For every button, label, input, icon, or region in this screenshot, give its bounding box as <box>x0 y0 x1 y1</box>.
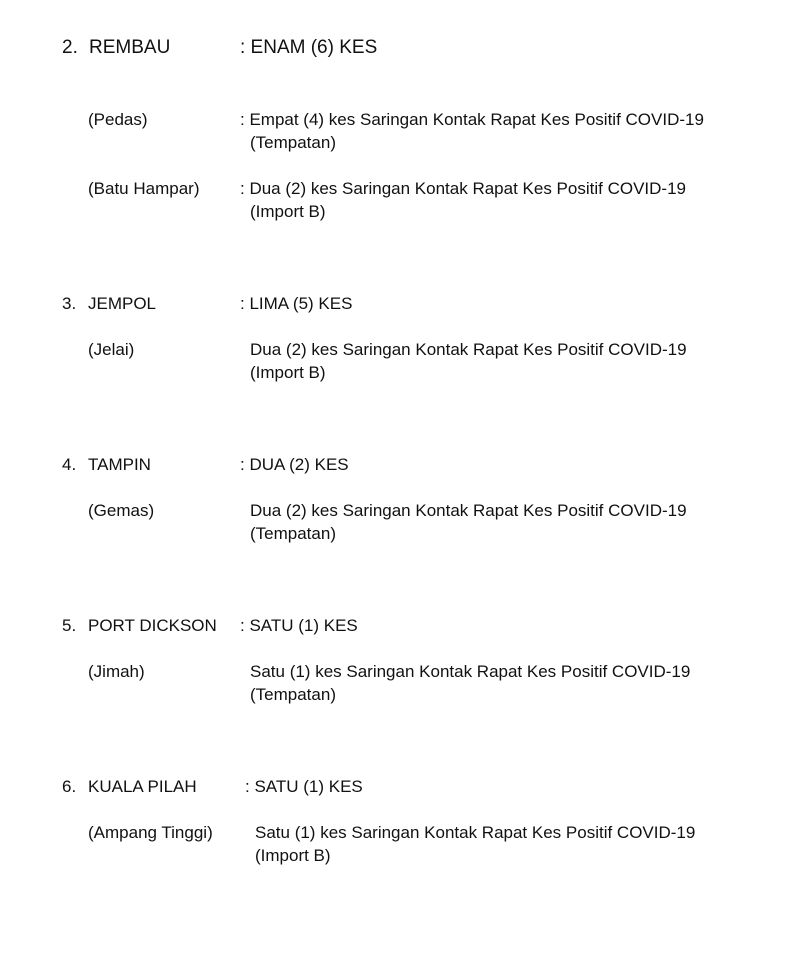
area-category: (Import B) <box>255 846 331 865</box>
district-number: 3. <box>62 294 77 313</box>
district-name: REMBAU <box>89 37 171 58</box>
area-category: (Tempatan) <box>250 524 336 543</box>
area-name: (Pedas) <box>88 110 148 129</box>
area-category: (Tempatan) <box>250 685 336 704</box>
district-name: KUALA PILAH <box>88 777 197 796</box>
area-name: (Ampang Tinggi) <box>88 823 213 842</box>
area-detail: Dua (2) kes Saringan Kontak Rapat Kes Positif COVID-19 <box>250 340 687 359</box>
district-total: : LIMA (5) KES <box>240 294 353 313</box>
area-category: (Tempatan) <box>250 133 336 152</box>
district-total: : SATU (1) KES <box>245 777 363 796</box>
area-detail: : Dua (2) kes Saringan Kontak Rapat Kes Positif COVID-19 <box>240 179 686 198</box>
district-number: 6. <box>62 777 77 796</box>
district-number: 4. <box>62 455 77 474</box>
area-category: (Import B) <box>250 363 326 382</box>
area-detail: Dua (2) kes Saringan Kontak Rapat Kes Positif COVID-19 <box>250 501 687 520</box>
district-number: 2. <box>62 37 78 58</box>
area-detail: Satu (1) kes Saringan Kontak Rapat Kes Positif COVID-19 <box>250 662 691 681</box>
district-total: : DUA (2) KES <box>240 455 349 474</box>
area-name: (Batu Hampar) <box>88 179 200 198</box>
area-detail: : Empat (4) kes Saringan Kontak Rapat Kes Positif COVID-19 <box>240 110 704 129</box>
area-name: (Gemas) <box>88 501 155 520</box>
area-detail: Satu (1) kes Saringan Kontak Rapat Kes Positif COVID-19 <box>255 823 696 842</box>
district-total: : ENAM (6) KES <box>240 37 378 58</box>
area-name: (Jimah) <box>88 662 145 681</box>
area-category: (Import B) <box>250 202 326 221</box>
district-name: JEMPOL <box>88 294 157 313</box>
district-name: PORT DICKSON <box>88 616 217 635</box>
district-total: : SATU (1) KES <box>240 616 358 635</box>
area-name: (Jelai) <box>88 340 135 359</box>
district-name: TAMPIN <box>88 455 151 474</box>
district-number: 5. <box>62 616 77 635</box>
